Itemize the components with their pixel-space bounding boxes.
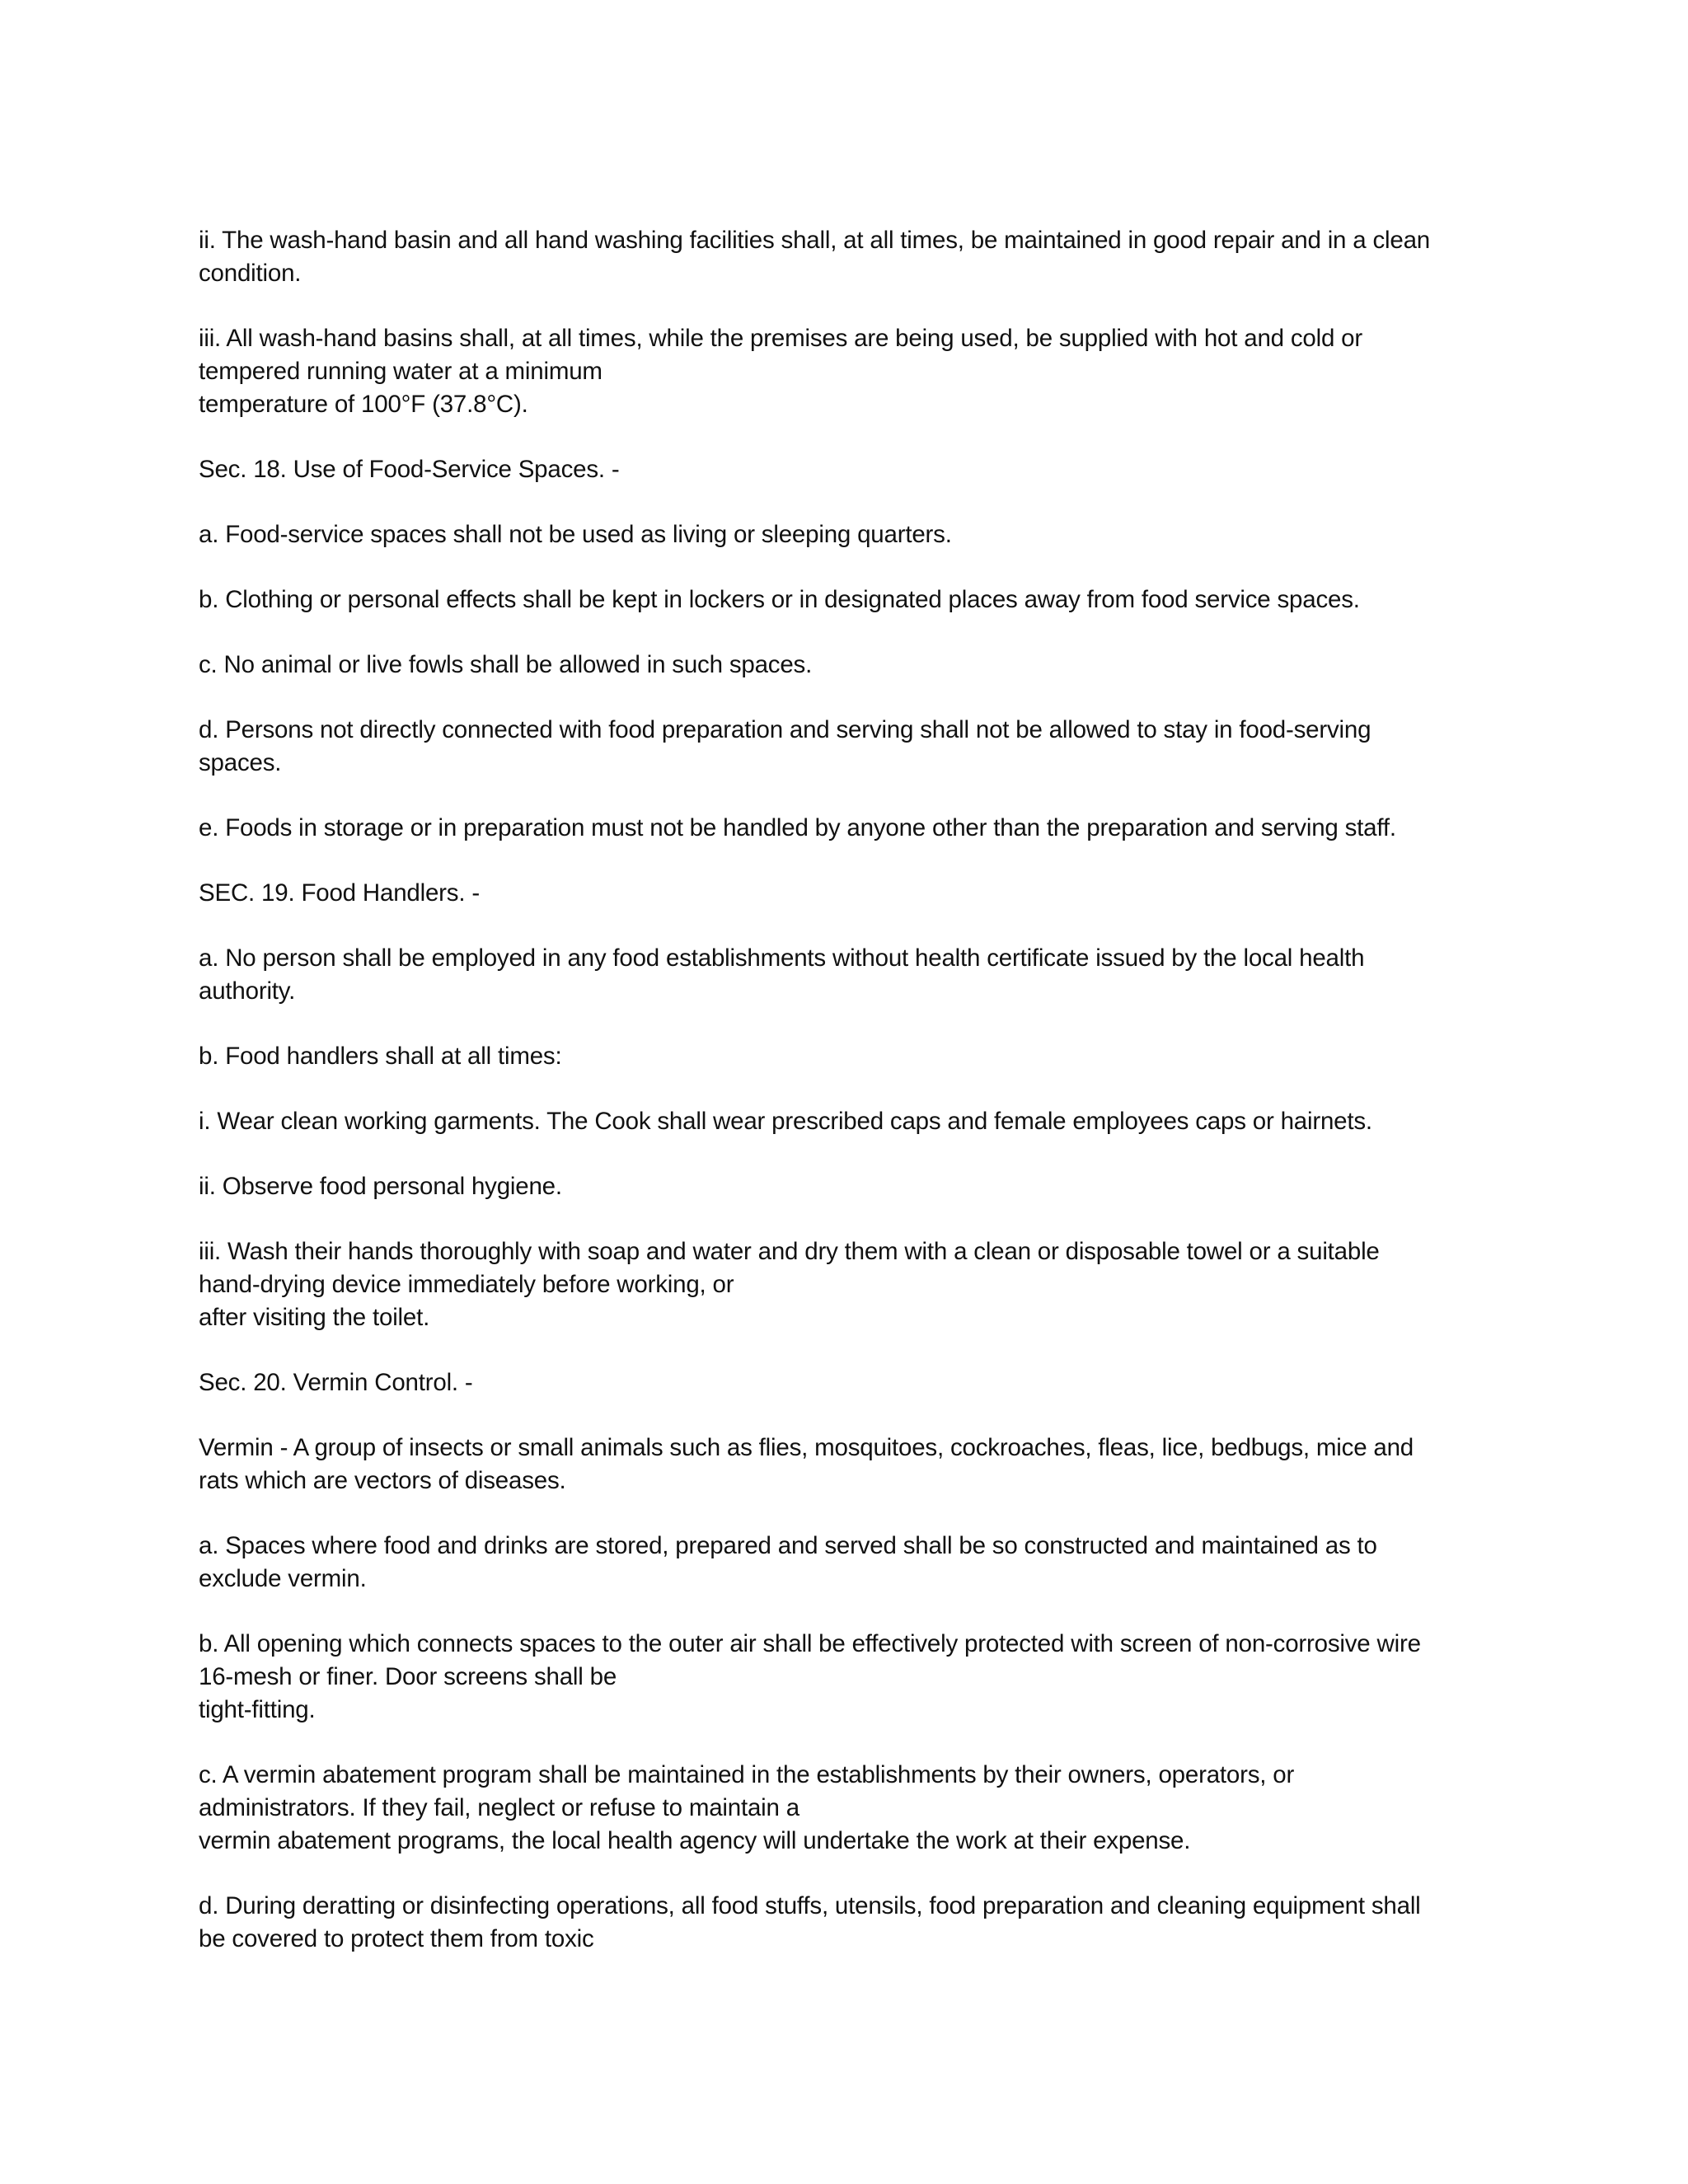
- paragraph: [199, 583, 1501, 616]
- text-line: b. Food handlers shall at all times:: [199, 1043, 562, 1070]
- paragraph: [199, 453, 1501, 486]
- paragraph: [199, 322, 1501, 421]
- document-body: [199, 224, 1501, 1988]
- paragraph: [199, 518, 1501, 551]
- paragraph: [199, 1040, 1501, 1073]
- text-line: SEC. 19. Food Handlers. -: [199, 879, 480, 907]
- text-line: a. No person shall be employed in any food establishments without health certificate issued by the local health: [199, 944, 1365, 972]
- paragraph: [199, 877, 1501, 910]
- paragraph: [199, 1530, 1501, 1596]
- text-line: ii. Observe food personal hygiene.: [199, 1173, 562, 1200]
- text-line: Vermin - A group of insects or small animals such as flies, mosquitoes, cockroaches, fleas, lice, bedbugs, mice and: [199, 1434, 1414, 1461]
- text-line: Sec. 20. Vermin Control. -: [199, 1369, 473, 1396]
- text-line: c. A vermin abatement program shall be maintained in the establishments by their owners, operators, or: [199, 1761, 1295, 1788]
- text-line: b. Clothing or personal effects shall be kept in lockers or in designated places away from food service spaces.: [199, 586, 1360, 613]
- paragraph: [199, 1105, 1501, 1138]
- text-line: e. Foods in storage or in preparation must not be handled by anyone other than the preparation and serving staff.: [199, 814, 1396, 841]
- text-line: after visiting the toilet.: [199, 1304, 430, 1331]
- text-line: Sec. 18. Use of Food-Service Spaces. -: [199, 456, 620, 483]
- paragraph: [199, 714, 1501, 780]
- text-line: d. Persons not directly connected with food preparation and serving shall not be allowed to stay in food-serving: [199, 716, 1372, 743]
- text-line: be covered to protect them from toxic: [199, 1925, 594, 1952]
- paragraph: [199, 1759, 1501, 1858]
- text-line: administrators. If they fail, neglect or refuse to maintain a: [199, 1794, 799, 1821]
- text-line: a. Food-service spaces shall not be used as living or sleeping quarters.: [199, 521, 952, 548]
- text-line: tight-fitting.: [199, 1696, 316, 1723]
- text-line: b. All opening which connects spaces to the outer air shall be effectively protected with screen of non-corrosive wire: [199, 1630, 1421, 1657]
- text-line: iii. All wash-hand basins shall, at all times, while the premises are being used, be supplied with hot and cold or: [199, 325, 1363, 352]
- text-line: tempered running water at a minimum: [199, 358, 603, 385]
- text-line: d. During deratting or disinfecting operations, all food stuffs, utensils, food preparation and cleaning equipment shall: [199, 1892, 1421, 1919]
- text-line: a. Spaces where food and drinks are stored, prepared and served shall be so constructed and maintained as to: [199, 1532, 1377, 1559]
- paragraph: [199, 1890, 1501, 1956]
- text-line: ii. The wash-hand basin and all hand washing facilities shall, at all times, be maintained in good repair and in a clean: [199, 227, 1430, 254]
- text-line: temperature of 100°F (37.8°C).: [199, 391, 528, 418]
- paragraph: [199, 1628, 1501, 1727]
- text-line: vermin abatement programs, the local health agency will undertake the work at their expense.: [199, 1827, 1191, 1854]
- text-line: authority.: [199, 977, 296, 1005]
- paragraph: [199, 1432, 1501, 1497]
- text-line: spaces.: [199, 749, 282, 776]
- paragraph: [199, 942, 1501, 1008]
- text-line: iii. Wash their hands thoroughly with soap and water and dry them with a clean or disposable towel or a suitable: [199, 1238, 1380, 1265]
- paragraph: [199, 1366, 1501, 1399]
- text-line: condition.: [199, 260, 302, 287]
- text-line: exclude vermin.: [199, 1565, 367, 1592]
- text-line: rats which are vectors of diseases.: [199, 1467, 566, 1494]
- paragraph: [199, 224, 1501, 290]
- paragraph: [199, 649, 1501, 682]
- text-line: c. No animal or live fowls shall be allowed in such spaces.: [199, 651, 813, 678]
- paragraph: [199, 1170, 1501, 1203]
- paragraph: [199, 1235, 1501, 1334]
- text-line: hand-drying device immediately before working, or: [199, 1271, 734, 1298]
- paragraph: [199, 812, 1501, 845]
- text-line: i. Wear clean working garments. The Cook shall wear prescribed caps and female employees caps or hairnets.: [199, 1108, 1372, 1135]
- text-line: 16-mesh or finer. Door screens shall be: [199, 1663, 617, 1690]
